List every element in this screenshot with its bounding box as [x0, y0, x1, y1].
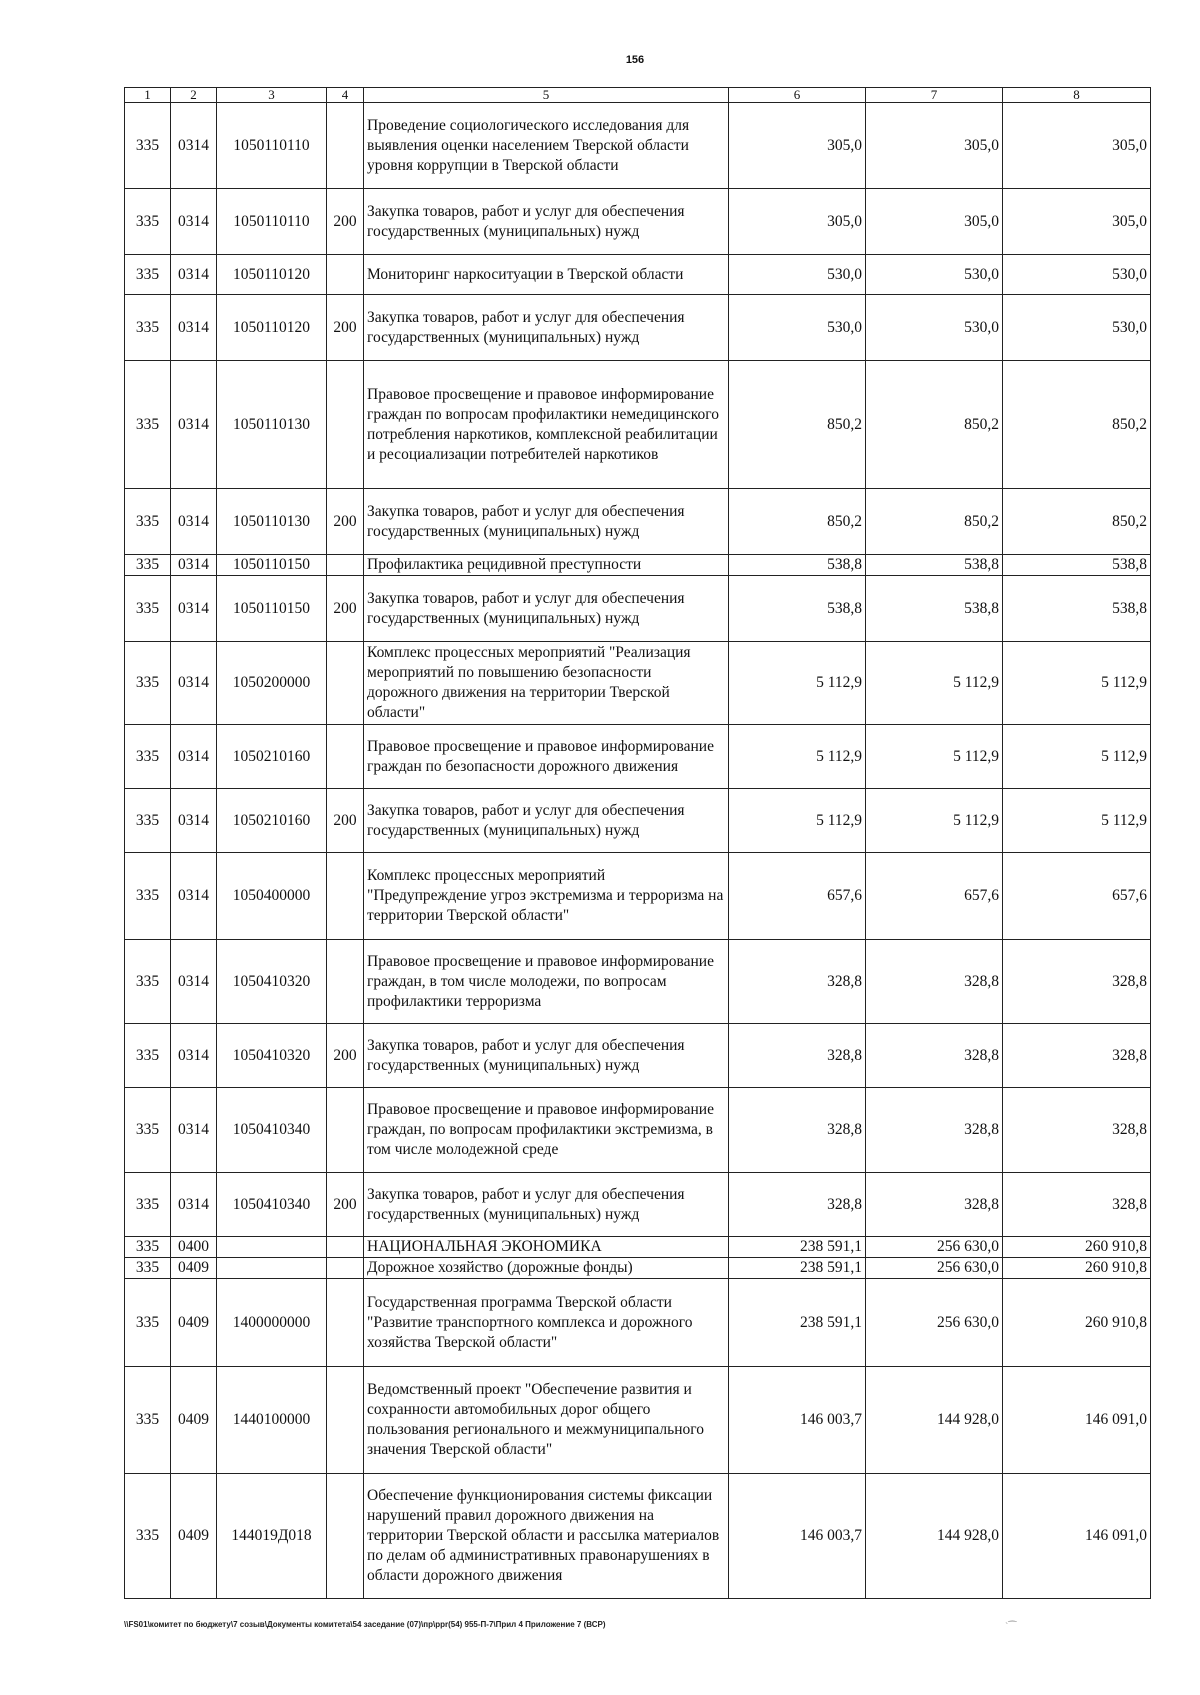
- column-header: 5: [364, 88, 729, 103]
- cell-amount-year2: 850,2: [866, 489, 1003, 555]
- cell-amount-year2: 256 630,0: [866, 1258, 1003, 1279]
- table-row: [125, 1258, 1151, 1279]
- table-row: [125, 1237, 1151, 1258]
- cell-amount-year1: 5 112,9: [729, 789, 866, 853]
- cell-description: Профилактика рецидивной преступности: [364, 555, 729, 576]
- cell-section-code: 0314: [171, 576, 217, 642]
- cell-section-code: 0314: [171, 255, 217, 295]
- cell-description: Комплекс процессных мероприятий "Предупреждение угроз экстремизма и терроризма на территории Тверской области": [364, 853, 729, 940]
- cell-section-code: 0314: [171, 489, 217, 555]
- cell-amount-year3: 328,8: [1003, 1088, 1151, 1173]
- cell-section-code: 0314: [171, 555, 217, 576]
- cell-amount-year1: 850,2: [729, 361, 866, 489]
- cell-description: Правовое просвещение и правовое информирование граждан по вопросам профилактики немедицинского потребления наркотиков, комплексной реабилитации и ресоциализации потребителей наркотиков: [364, 361, 729, 489]
- cell-amount-year2: 256 630,0: [866, 1237, 1003, 1258]
- cell-expense-type: [327, 1279, 364, 1367]
- cell-amount-year1: 538,8: [729, 576, 866, 642]
- cell-amount-year3: 328,8: [1003, 1024, 1151, 1088]
- cell-amount-year2: 5 112,9: [866, 725, 1003, 789]
- cell-amount-year3: 328,8: [1003, 940, 1151, 1024]
- cell-section-code: 0409: [171, 1258, 217, 1279]
- table-row: [125, 1024, 1151, 1088]
- cell-amount-year3: 328,8: [1003, 1173, 1151, 1237]
- cell-expense-type: 200: [327, 189, 364, 255]
- cell-amount-year2: 328,8: [866, 1088, 1003, 1173]
- cell-amount-year2: 530,0: [866, 295, 1003, 361]
- cell-amount-year2: 256 630,0: [866, 1279, 1003, 1367]
- cell-target-article: 1050410340: [217, 1173, 327, 1237]
- cell-amount-year1: 850,2: [729, 489, 866, 555]
- cell-expense-type: [327, 1474, 364, 1599]
- cell-amount-year2: 657,6: [866, 853, 1003, 940]
- column-header: 7: [866, 88, 1003, 103]
- table-row: [125, 1367, 1151, 1474]
- cell-admin-code: 335: [125, 1024, 171, 1088]
- cell-description: Закупка товаров, работ и услуг для обеспечения государственных (муниципальных) нужд: [364, 576, 729, 642]
- cell-expense-type: [327, 1237, 364, 1258]
- cell-amount-year1: 305,0: [729, 189, 866, 255]
- cell-amount-year2: 305,0: [866, 103, 1003, 189]
- cell-expense-type: 200: [327, 1024, 364, 1088]
- cell-admin-code: 335: [125, 189, 171, 255]
- cell-description: Дорожное хозяйство (дорожные фонды): [364, 1258, 729, 1279]
- cell-section-code: 0409: [171, 1474, 217, 1599]
- cell-description: Правовое просвещение и правовое информирование граждан, по вопросам профилактики экстремизма, в том числе молодежной среде: [364, 1088, 729, 1173]
- cell-target-article: 1050200000: [217, 642, 327, 725]
- cell-amount-year2: 144 928,0: [866, 1474, 1003, 1599]
- cell-amount-year3: 850,2: [1003, 489, 1151, 555]
- cell-admin-code: 335: [125, 576, 171, 642]
- cell-target-article: 1050400000: [217, 853, 327, 940]
- cell-amount-year1: 530,0: [729, 255, 866, 295]
- cell-amount-year1: 328,8: [729, 1024, 866, 1088]
- cell-admin-code: 335: [125, 1474, 171, 1599]
- cell-section-code: 0409: [171, 1367, 217, 1474]
- cell-description: Ведомственный проект "Обеспечение развития и сохранности автомобильных дорог общего пользования регионального и межмуниципального значения Тверской области": [364, 1367, 729, 1474]
- table-row: [125, 295, 1151, 361]
- cell-target-article: 1400000000: [217, 1279, 327, 1367]
- cell-amount-year1: 328,8: [729, 1088, 866, 1173]
- cell-amount-year1: 146 003,7: [729, 1474, 866, 1599]
- cell-amount-year3: 538,8: [1003, 555, 1151, 576]
- cell-section-code: 0314: [171, 1024, 217, 1088]
- column-header: 1: [125, 88, 171, 103]
- cell-amount-year2: 144 928,0: [866, 1367, 1003, 1474]
- cell-section-code: 0314: [171, 642, 217, 725]
- cell-section-code: 0314: [171, 1173, 217, 1237]
- cell-admin-code: 335: [125, 1367, 171, 1474]
- table-row: [125, 555, 1151, 576]
- table-row: [125, 576, 1151, 642]
- cell-description: Закупка товаров, работ и услуг для обеспечения государственных (муниципальных) нужд: [364, 1024, 729, 1088]
- cell-amount-year1: 5 112,9: [729, 725, 866, 789]
- cell-amount-year1: 238 591,1: [729, 1279, 866, 1367]
- scan-mark: ˋ⁀: [1005, 1622, 1017, 1633]
- table-row: [125, 1279, 1151, 1367]
- cell-amount-year3: 850,2: [1003, 361, 1151, 489]
- budget-table: [124, 87, 1151, 1599]
- cell-expense-type: [327, 725, 364, 789]
- cell-amount-year2: 5 112,9: [866, 789, 1003, 853]
- cell-amount-year2: 538,8: [866, 555, 1003, 576]
- table-row: [125, 940, 1151, 1024]
- cell-expense-type: [327, 255, 364, 295]
- cell-admin-code: 335: [125, 489, 171, 555]
- cell-amount-year3: 538,8: [1003, 576, 1151, 642]
- table-body: [125, 103, 1151, 1599]
- table-row: [125, 1474, 1151, 1599]
- cell-amount-year2: 850,2: [866, 361, 1003, 489]
- cell-description: НАЦИОНАЛЬНАЯ ЭКОНОМИКА: [364, 1237, 729, 1258]
- cell-amount-year3: 305,0: [1003, 103, 1151, 189]
- cell-expense-type: [327, 642, 364, 725]
- cell-amount-year2: 538,8: [866, 576, 1003, 642]
- cell-admin-code: 335: [125, 725, 171, 789]
- cell-target-article: 1050110120: [217, 295, 327, 361]
- table-row: [125, 1088, 1151, 1173]
- cell-amount-year3: 260 910,8: [1003, 1258, 1151, 1279]
- cell-amount-year3: 5 112,9: [1003, 789, 1151, 853]
- cell-amount-year1: 146 003,7: [729, 1367, 866, 1474]
- cell-amount-year2: 305,0: [866, 189, 1003, 255]
- cell-admin-code: 335: [125, 103, 171, 189]
- cell-amount-year3: 530,0: [1003, 295, 1151, 361]
- cell-admin-code: 335: [125, 1279, 171, 1367]
- cell-admin-code: 335: [125, 255, 171, 295]
- cell-description: Государственная программа Тверской области "Развитие транспортного комплекса и дорожного хозяйства Тверской области": [364, 1279, 729, 1367]
- footer-file-path: \\FS01\комитет по бюджету\7 созыв\Документы комитета\54 заседание (07)\пр\ppr(54) 955-П-7\Прил 4 Приложение 7 (ВСР): [124, 1620, 606, 1629]
- cell-amount-year1: 530,0: [729, 295, 866, 361]
- cell-target-article: 1050410320: [217, 1024, 327, 1088]
- cell-target-article: 1050110150: [217, 555, 327, 576]
- cell-amount-year2: 328,8: [866, 1173, 1003, 1237]
- cell-target-article: 1050210160: [217, 725, 327, 789]
- column-header: 3: [217, 88, 327, 103]
- cell-section-code: 0314: [171, 940, 217, 1024]
- cell-target-article: [217, 1258, 327, 1279]
- table-row: [125, 642, 1151, 725]
- cell-target-article: 1050110130: [217, 361, 327, 489]
- cell-expense-type: [327, 1088, 364, 1173]
- table-row: [125, 361, 1151, 489]
- cell-expense-type: [327, 361, 364, 489]
- cell-amount-year1: 328,8: [729, 1173, 866, 1237]
- table-row: [125, 853, 1151, 940]
- cell-target-article: [217, 1237, 327, 1258]
- cell-amount-year2: 5 112,9: [866, 642, 1003, 725]
- cell-section-code: 0314: [171, 295, 217, 361]
- cell-section-code: 0400: [171, 1237, 217, 1258]
- cell-section-code: 0314: [171, 1088, 217, 1173]
- cell-description: Закупка товаров, работ и услуг для обеспечения государственных (муниципальных) нужд: [364, 789, 729, 853]
- cell-expense-type: 200: [327, 576, 364, 642]
- cell-amount-year3: 260 910,8: [1003, 1237, 1151, 1258]
- cell-description: Проведение социологического исследования для выявления оценки населением Тверской области уровня коррупции в Тверской области: [364, 103, 729, 189]
- cell-admin-code: 335: [125, 1258, 171, 1279]
- cell-target-article: 1050110120: [217, 255, 327, 295]
- page-number: 156: [625, 54, 645, 66]
- column-header: 6: [729, 88, 866, 103]
- table-row: [125, 489, 1151, 555]
- cell-expense-type: 200: [327, 789, 364, 853]
- cell-admin-code: 335: [125, 642, 171, 725]
- cell-target-article: 1050210160: [217, 789, 327, 853]
- table-row: [125, 789, 1151, 853]
- table-row: [125, 1173, 1151, 1237]
- cell-amount-year3: 5 112,9: [1003, 642, 1151, 725]
- cell-section-code: 0409: [171, 1279, 217, 1367]
- table-row: [125, 725, 1151, 789]
- cell-section-code: 0314: [171, 189, 217, 255]
- table-row: [125, 255, 1151, 295]
- cell-section-code: 0314: [171, 789, 217, 853]
- cell-description: Обеспечение функционирования системы фиксации нарушений правил дорожного движения на территории Тверской области и рассылка материалов по делам об административных правонарушениях в области дорожного движения: [364, 1474, 729, 1599]
- column-header: 4: [327, 88, 364, 103]
- cell-amount-year3: 305,0: [1003, 189, 1151, 255]
- cell-target-article: 1050110110: [217, 103, 327, 189]
- cell-admin-code: 335: [125, 555, 171, 576]
- column-number-row: [125, 88, 1151, 103]
- cell-target-article: 1440100000: [217, 1367, 327, 1474]
- cell-expense-type: 200: [327, 295, 364, 361]
- cell-expense-type: [327, 555, 364, 576]
- cell-amount-year3: 260 910,8: [1003, 1279, 1151, 1367]
- cell-expense-type: [327, 103, 364, 189]
- cell-expense-type: 200: [327, 1173, 364, 1237]
- cell-admin-code: 335: [125, 940, 171, 1024]
- cell-expense-type: [327, 1258, 364, 1279]
- cell-amount-year1: 238 591,1: [729, 1258, 866, 1279]
- cell-admin-code: 335: [125, 361, 171, 489]
- cell-amount-year2: 328,8: [866, 940, 1003, 1024]
- cell-amount-year1: 328,8: [729, 940, 866, 1024]
- cell-amount-year3: 657,6: [1003, 853, 1151, 940]
- cell-amount-year1: 238 591,1: [729, 1237, 866, 1258]
- cell-amount-year3: 146 091,0: [1003, 1474, 1151, 1599]
- cell-description: Комплекс процессных мероприятий "Реализация мероприятий по повышению безопасности дорожного движения на территории Тверской области": [364, 642, 729, 725]
- cell-section-code: 0314: [171, 853, 217, 940]
- cell-admin-code: 335: [125, 1237, 171, 1258]
- cell-description: Закупка товаров, работ и услуг для обеспечения государственных (муниципальных) нужд: [364, 489, 729, 555]
- column-header: 8: [1003, 88, 1151, 103]
- cell-admin-code: 335: [125, 853, 171, 940]
- cell-target-article: 1050410320: [217, 940, 327, 1024]
- cell-amount-year1: 5 112,9: [729, 642, 866, 725]
- cell-amount-year1: 538,8: [729, 555, 866, 576]
- cell-amount-year1: 305,0: [729, 103, 866, 189]
- cell-description: Закупка товаров, работ и услуг для обеспечения государственных (муниципальных) нужд: [364, 295, 729, 361]
- table-row: [125, 103, 1151, 189]
- cell-description: Правовое просвещение и правовое информирование граждан по безопасности дорожного движения: [364, 725, 729, 789]
- cell-amount-year1: 657,6: [729, 853, 866, 940]
- cell-target-article: 1050110110: [217, 189, 327, 255]
- cell-expense-type: [327, 940, 364, 1024]
- cell-target-article: 1050110150: [217, 576, 327, 642]
- cell-target-article: 1050110130: [217, 489, 327, 555]
- cell-target-article: 144019Д018: [217, 1474, 327, 1599]
- cell-description: Мониторинг наркоситуации в Тверской области: [364, 255, 729, 295]
- cell-expense-type: [327, 1367, 364, 1474]
- cell-section-code: 0314: [171, 361, 217, 489]
- cell-target-article: 1050410340: [217, 1088, 327, 1173]
- table-row: [125, 189, 1151, 255]
- cell-admin-code: 335: [125, 295, 171, 361]
- cell-amount-year2: 328,8: [866, 1024, 1003, 1088]
- cell-description: Правовое просвещение и правовое информирование граждан, в том числе молодежи, по вопросам профилактики терроризма: [364, 940, 729, 1024]
- cell-amount-year3: 530,0: [1003, 255, 1151, 295]
- cell-expense-type: [327, 853, 364, 940]
- column-header: 2: [171, 88, 217, 103]
- cell-admin-code: 335: [125, 1088, 171, 1173]
- cell-amount-year3: 146 091,0: [1003, 1367, 1151, 1474]
- cell-section-code: 0314: [171, 103, 217, 189]
- cell-admin-code: 335: [125, 1173, 171, 1237]
- cell-amount-year2: 530,0: [866, 255, 1003, 295]
- cell-expense-type: 200: [327, 489, 364, 555]
- cell-amount-year3: 5 112,9: [1003, 725, 1151, 789]
- cell-section-code: 0314: [171, 725, 217, 789]
- cell-admin-code: 335: [125, 789, 171, 853]
- cell-description: Закупка товаров, работ и услуг для обеспечения государственных (муниципальных) нужд: [364, 189, 729, 255]
- cell-description: Закупка товаров, работ и услуг для обеспечения государственных (муниципальных) нужд: [364, 1173, 729, 1237]
